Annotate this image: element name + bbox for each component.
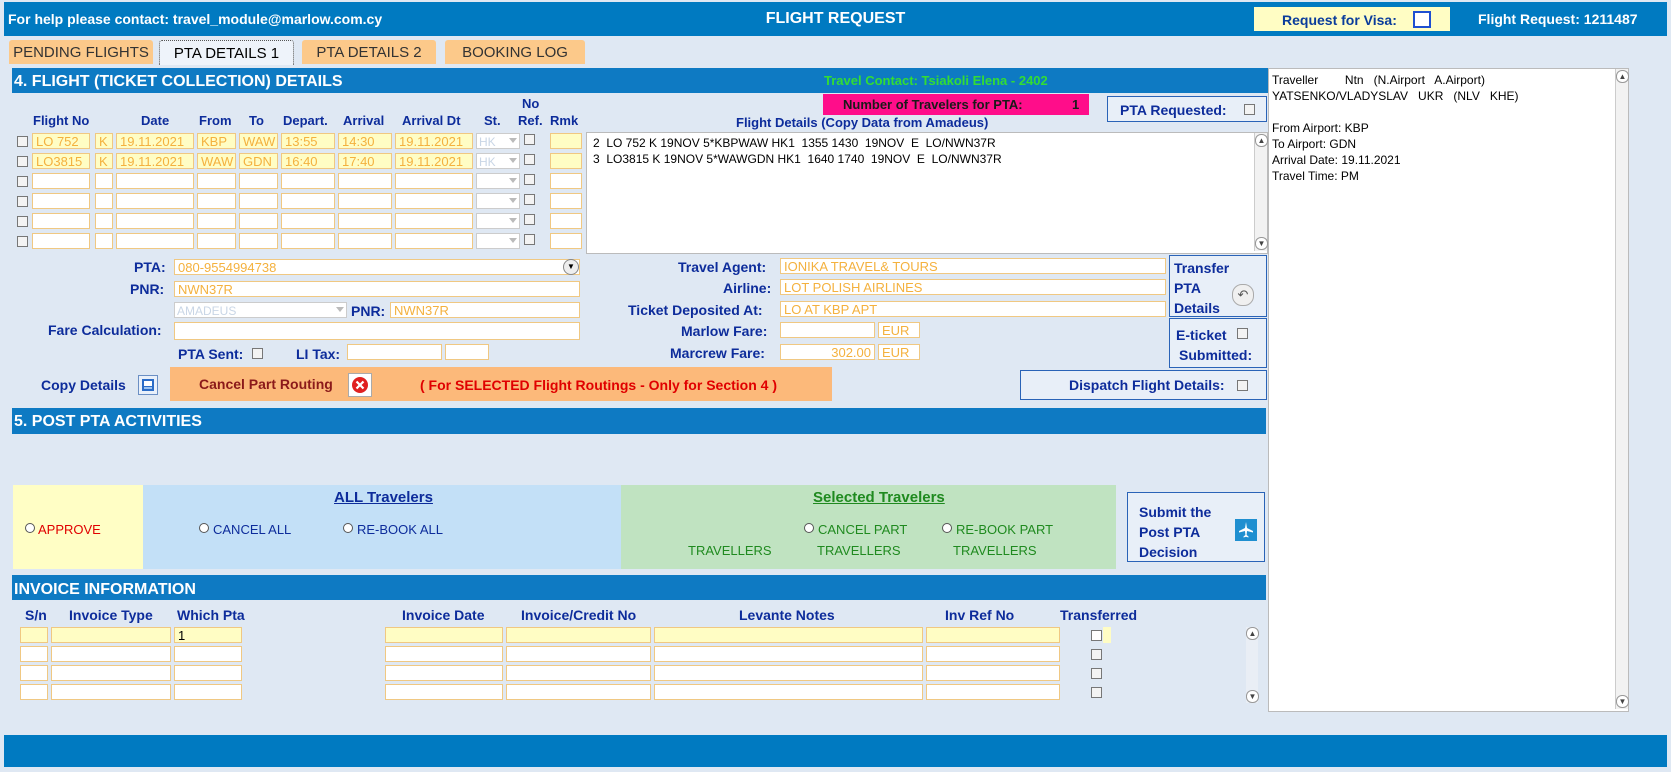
transferred-checkbox[interactable] [1091, 668, 1102, 679]
flight-arrival-dt-input[interactable] [395, 193, 473, 209]
flight-to-input[interactable] [239, 193, 278, 209]
flight-arrival-input[interactable] [338, 213, 392, 229]
col-arrival: Arrival [343, 113, 385, 128]
inv-ref-input[interactable] [926, 627, 1060, 643]
section5-title: 5. POST PTA ACTIVITIES [14, 413, 202, 430]
flight-depart-input[interactable] [281, 193, 335, 209]
col-to: To [249, 113, 264, 128]
scroll-down-icon[interactable]: ▼ [1255, 237, 1268, 250]
side-panel-scrollbar[interactable] [1615, 69, 1628, 709]
rmk-input[interactable] [550, 153, 582, 169]
flight-from-input[interactable] [197, 213, 236, 229]
col-date: Date [141, 113, 170, 128]
section4-header [12, 68, 1268, 93]
flight-details-textarea[interactable] [586, 132, 1268, 254]
page-title: FLIGHT REQUEST [765, 10, 906, 27]
inv-col-type: Invoice Type [69, 607, 153, 623]
travel-agent-input[interactable]: IONIKA TRAVEL& TOURS [780, 258, 1166, 274]
inv-credit-input[interactable] [506, 646, 651, 662]
invoice-header [12, 575, 1266, 600]
request-visa-label: Request for Visa: [1282, 12, 1397, 28]
flight-date-input[interactable] [116, 233, 194, 249]
copy-details-button[interactable] [138, 375, 158, 395]
no-ref-checkbox[interactable] [524, 154, 535, 165]
flight-row-select-checkbox[interactable] [17, 176, 28, 187]
flight-depart-input[interactable] [281, 213, 335, 229]
pta-requested-box [1107, 96, 1267, 122]
transfer-pta-button[interactable] [1232, 284, 1254, 306]
transfer-pta-label-3: Details [1174, 300, 1220, 316]
flight-depart-input[interactable] [281, 233, 335, 249]
travellers-label-2: TRAVELLERS [817, 543, 901, 558]
invoice-scroll-up-icon[interactable]: ▲ [1246, 627, 1259, 640]
li-tax-input[interactable] [347, 344, 442, 360]
selected-travelers-panel [621, 485, 1116, 569]
inv-date-input[interactable] [385, 684, 503, 700]
flight-date-input[interactable] [116, 193, 194, 209]
bottom-bar [4, 735, 1667, 767]
travel-contact [824, 73, 1048, 88]
rmk-input[interactable] [550, 233, 582, 249]
flight-row-select-checkbox[interactable] [17, 236, 28, 247]
eticket-label-1: E-ticket [1176, 327, 1227, 343]
inv-col-sn: S/n [25, 607, 47, 623]
transferred-checkbox[interactable] [1091, 630, 1102, 641]
travellers-label-3: TRAVELLERS [953, 543, 1037, 558]
flight-details-label: Flight Details (Copy Data from Amadeus) [736, 115, 989, 130]
flight-from-input[interactable] [197, 193, 236, 209]
flight-depart-input[interactable]: 16:40 [281, 153, 335, 169]
flight-arrival-dt-input[interactable] [395, 213, 473, 229]
ticket-deposited-input[interactable]: LO AT KBP APT [780, 301, 1166, 317]
dispatch-box [1020, 370, 1267, 400]
inv-col-notes: Levante Notes [739, 607, 835, 623]
pta-requested-checkbox[interactable] [1244, 104, 1255, 115]
flight-arrival-dt-input[interactable] [395, 233, 473, 249]
inv-date-input[interactable] [385, 665, 503, 681]
selected-travelers-label: Selected Travelers [813, 489, 945, 506]
copy-details-label: Copy Details [41, 377, 126, 393]
fare-calc-input[interactable] [174, 322, 580, 340]
flight-cls-input[interactable] [95, 233, 113, 249]
inv-date-input[interactable] [385, 646, 503, 662]
inv-sn-input[interactable] [20, 646, 48, 662]
flight-arrival-input[interactable] [338, 233, 392, 249]
flight-to-input[interactable] [239, 213, 278, 229]
flight-request-label: Flight Request: [1478, 11, 1580, 27]
marcrew-fare-currency[interactable]: EUR [878, 344, 920, 360]
rebook-all-radio[interactable] [343, 523, 353, 533]
flight-arrival-input[interactable] [338, 193, 392, 209]
airline-input[interactable]: LOT POLISH AIRLINES [780, 279, 1166, 295]
no-ref-checkbox[interactable] [524, 174, 535, 185]
inv-col-which-pta: Which Pta [177, 607, 245, 623]
flight-date-input[interactable]: 19.11.2021 [116, 133, 194, 149]
inv-notes-input[interactable] [654, 684, 923, 700]
traveler-info-panel[interactable] [1268, 68, 1629, 712]
marlow-fare-label: Marlow Fare: [681, 323, 768, 339]
side-travel-time: Travel Time: PM [1272, 169, 1359, 183]
flight-flight-input[interactable]: LO 752 [32, 133, 90, 149]
flight-details-scrollbar[interactable] [1254, 133, 1267, 251]
eticket-checkbox[interactable] [1237, 328, 1248, 339]
airplane-icon [1236, 520, 1256, 540]
flight-status-select[interactable] [476, 173, 520, 189]
travel-contact-value: Tsiakoli Elena - 2402 [921, 73, 1048, 88]
num-travelers-box [823, 94, 1089, 115]
ticket-deposited-label: Ticket Deposited At: [628, 302, 763, 318]
flight-request-number: 1211487 [1583, 11, 1638, 27]
transferred-highlight [1103, 627, 1111, 643]
cancel-all-radio[interactable] [199, 523, 209, 533]
inv-type-input[interactable] [51, 684, 171, 700]
inv-sn-input[interactable] [20, 684, 48, 700]
rmk-input[interactable] [550, 213, 582, 229]
flight-from-input[interactable] [197, 173, 236, 189]
side-scroll-up-icon[interactable]: ▲ [1616, 70, 1629, 83]
cancel-part-button[interactable] [348, 373, 372, 397]
flight-status-select[interactable] [476, 213, 520, 229]
flight-arrival-dt-input[interactable] [395, 173, 473, 189]
flight-from-input[interactable]: KBP [197, 133, 236, 149]
flight-from-input[interactable]: WAW [197, 153, 236, 169]
flight-details-line-2: 3 LO3815 K 19NOV 5*WAWGDN HK1 1640 1740 19NOV E LO/NWN37R [593, 152, 1002, 166]
no-ref-checkbox[interactable] [524, 194, 535, 205]
flight-status-value: HK [479, 155, 496, 169]
li-tax-label: LI Tax: [296, 346, 341, 362]
flight-request-id [1478, 11, 1638, 27]
flight-cls-input[interactable] [95, 193, 113, 209]
inv-col-date: Invoice Date [402, 607, 485, 623]
flight-status-select[interactable] [476, 153, 520, 169]
request-visa-box [1254, 7, 1450, 31]
inv-credit-input[interactable] [506, 684, 651, 700]
inv-credit-input[interactable] [506, 665, 651, 681]
inv-sn-input[interactable] [20, 627, 48, 643]
side-to-airport: To Airport: GDN [1272, 137, 1357, 151]
inv-col-ref: Inv Ref No [945, 607, 1015, 623]
no-ref-checkbox[interactable] [524, 214, 535, 225]
marcrew-fare-label: Marcrew Fare: [670, 345, 765, 361]
approve-radio[interactable] [25, 523, 35, 533]
no-ref-checkbox[interactable] [524, 134, 535, 145]
col-no: No [522, 96, 540, 111]
flight-status-select[interactable] [476, 193, 520, 209]
flight-to-input[interactable]: GDN [239, 153, 278, 169]
cancel-part-bar [170, 367, 832, 401]
flight-date-input[interactable] [116, 173, 194, 189]
inv-ref-input[interactable] [926, 684, 1060, 700]
col-ref: Ref. [518, 113, 543, 128]
invoice-scroll-down-icon[interactable]: ▼ [1246, 690, 1259, 703]
flight-row-select-checkbox[interactable] [17, 196, 28, 207]
approve-panel [13, 485, 143, 569]
flight-arrival-dt-input[interactable]: 19.11.2021 [395, 153, 473, 169]
top-bar [4, 2, 1667, 36]
inv-col-credit: Invoice/Credit No [521, 607, 637, 623]
flight-row-select-checkbox[interactable] [17, 156, 28, 167]
rebook-part-radio[interactable] [942, 523, 952, 533]
col-depart: Depart. [283, 113, 328, 128]
submit-label-1: Submit the [1139, 504, 1212, 520]
flight-flight-input[interactable] [32, 213, 90, 229]
dispatch-label: Dispatch Flight Details: [1069, 377, 1225, 393]
side-traveler: YATSENKO/VLADYSLAV UKR (NLV KHE) [1272, 89, 1519, 103]
rebook-all-label: RE-BOOK ALL [357, 522, 443, 537]
flight-cls-input[interactable] [95, 213, 113, 229]
pta-input[interactable]: 080-9554994738 [174, 259, 580, 275]
flight-arrival-dt-input[interactable]: 19.11.2021 [395, 133, 473, 149]
gds-select-value: AMADEUS [177, 304, 237, 318]
inv-sn-input[interactable] [20, 665, 48, 681]
tab-booking-log[interactable]: BOOKING LOG [445, 40, 585, 64]
transfer-pta-label-1: Transfer [1174, 260, 1230, 276]
col-st: St. [484, 113, 501, 128]
inv-which-pta-input[interactable] [174, 646, 242, 662]
transferred-checkbox[interactable] [1091, 649, 1102, 660]
rmk-input[interactable] [550, 193, 582, 209]
pta-dropdown-icon[interactable]: ▼ [563, 259, 579, 275]
rebook-part-travellers-label: RE-BOOK PART [956, 522, 1054, 537]
flight-flight-input[interactable] [32, 173, 90, 189]
fare-calc-label: Fare Calculation: [48, 322, 162, 338]
inv-which-pta-input[interactable] [174, 665, 242, 681]
flight-date-input[interactable] [116, 213, 194, 229]
gds-select[interactable] [174, 302, 347, 318]
col-from: From [199, 113, 232, 128]
invoice-scrollbar[interactable] [1246, 627, 1258, 703]
flight-row-select-checkbox[interactable] [17, 136, 28, 147]
inv-notes-input[interactable] [654, 627, 923, 643]
flight-cls-input[interactable]: K [95, 133, 113, 149]
num-travelers-label: Number of Travelers for PTA: [843, 97, 1023, 112]
submit-label-3: Decision [1139, 544, 1198, 560]
tab-pta-details-2[interactable]: PTA DETAILS 2 [302, 40, 436, 64]
all-travelers-label: ALL Travelers [334, 489, 433, 506]
pnr2-label: PNR: [351, 303, 386, 319]
inv-which-pta-input[interactable] [174, 684, 242, 700]
marlow-fare-input[interactable] [780, 322, 875, 338]
tab-pending-flights[interactable]: PENDING FLIGHTS [9, 40, 153, 64]
flight-arrival-input[interactable] [338, 173, 392, 189]
inv-type-input[interactable] [51, 627, 171, 643]
section5-header [12, 408, 1266, 434]
marcrew-fare-input[interactable]: 302.00 [780, 344, 875, 360]
flight-cls-input[interactable] [95, 173, 113, 189]
cancel-part-note: ( For SELECTED Flight Routings - Only for Section 4 ) [420, 377, 777, 393]
no-ref-checkbox[interactable] [524, 234, 535, 245]
inv-type-input[interactable] [51, 646, 171, 662]
inv-notes-input[interactable] [654, 646, 923, 662]
travel-agent-label: Travel Agent: [678, 259, 767, 275]
submit-post-pta-button[interactable] [1235, 519, 1257, 541]
pnr-label: PNR: [130, 281, 165, 297]
li-tax-input-2[interactable] [445, 344, 489, 360]
section4-title: 4. FLIGHT (TICKET COLLECTION) DETAILS [14, 73, 343, 90]
submit-label-2: Post PTA [1139, 524, 1201, 540]
pta-label: PTA: [134, 259, 166, 275]
approve-label: APPROVE [38, 522, 101, 537]
submit-post-pta-box [1127, 492, 1265, 562]
flight-flight-input[interactable] [32, 193, 90, 209]
flight-flight-input[interactable]: LO3815 [32, 153, 90, 169]
flight-from-input[interactable] [197, 233, 236, 249]
num-travelers-value: 1 [1072, 97, 1080, 112]
flight-depart-input[interactable] [281, 173, 335, 189]
transfer-pta-label-2: PTA [1174, 280, 1201, 296]
side-header: Traveller Ntn (N.Airport A.Airport) [1272, 73, 1485, 87]
help-contact-text: For help please contact: travel_module@marlow.com.cy [8, 11, 383, 27]
copy-icon [139, 376, 157, 394]
flight-to-input[interactable] [239, 173, 278, 189]
inv-ref-input[interactable] [926, 665, 1060, 681]
flight-cls-input[interactable]: K [95, 153, 113, 169]
flight-to-input[interactable] [239, 233, 278, 249]
col-arrival-dt: Arrival Dt [402, 113, 461, 128]
col-rmk: Rmk [550, 113, 579, 128]
airline-label: Airline: [723, 280, 772, 296]
side-arrival-date: Arrival Date: 19.11.2021 [1272, 153, 1401, 167]
inv-credit-input[interactable] [506, 627, 651, 643]
travellers-label-1: TRAVELLERS [688, 543, 772, 558]
transferred-checkbox[interactable] [1091, 687, 1102, 698]
flight-row-select-checkbox[interactable] [17, 216, 28, 227]
eticket-box [1169, 318, 1267, 368]
pta-sent-checkbox[interactable] [252, 348, 263, 359]
rmk-input[interactable] [550, 133, 582, 149]
pnr-input[interactable]: NWN37R [174, 281, 580, 297]
inv-date-input[interactable] [385, 627, 503, 643]
inv-type-input[interactable] [51, 665, 171, 681]
cancel-all-label: CANCEL ALL [213, 522, 292, 537]
flight-status-value: HK [479, 135, 496, 149]
flight-date-input[interactable]: 19.11.2021 [116, 153, 194, 169]
cancel-part-radio[interactable] [804, 523, 814, 533]
inv-col-transferred: Transferred [1060, 607, 1138, 623]
marlow-fare-currency[interactable]: EUR [878, 322, 920, 338]
inv-notes-input[interactable] [654, 665, 923, 681]
side-from-airport: From Airport: KBP [1272, 121, 1369, 135]
flight-status-select[interactable] [476, 233, 520, 249]
pnr2-input[interactable]: NWN37R [390, 302, 580, 318]
cancel-part-label: Cancel Part Routing [199, 376, 333, 392]
flight-arrival-input[interactable]: 14:30 [338, 133, 392, 149]
request-visa-checkbox[interactable] [1413, 11, 1431, 28]
cancel-x-icon [349, 374, 371, 396]
transfer-pta-box [1169, 255, 1267, 317]
flight-flight-input[interactable] [32, 233, 90, 249]
flight-status-select[interactable] [476, 133, 520, 149]
flight-arrival-input[interactable]: 17:40 [338, 153, 392, 169]
flight-details-line-1: 2 LO 752 K 19NOV 5*KBPWAW HK1 1355 1430 19NOV E LO/NWN37R [593, 136, 996, 150]
eticket-label-2: Submitted: [1179, 347, 1253, 363]
travel-contact-label: Travel Contact: [824, 73, 918, 88]
rmk-input[interactable] [550, 173, 582, 189]
inv-which-pta-input[interactable]: 1 [174, 627, 242, 643]
col-flight-no: Flight No [33, 113, 90, 128]
all-travelers-panel [143, 485, 621, 569]
flight-depart-input[interactable]: 13:55 [281, 133, 335, 149]
scroll-up-icon[interactable]: ▲ [1255, 134, 1268, 147]
dispatch-checkbox[interactable] [1237, 380, 1248, 391]
undo-icon: ↶ [1237, 287, 1249, 302]
flight-to-input[interactable]: WAW [239, 133, 278, 149]
tab-pta-details-1[interactable]: PTA DETAILS 1 [159, 40, 294, 65]
cancel-part-travellers-label: CANCEL PART [818, 522, 908, 537]
invoice-title: INVOICE INFORMATION [14, 581, 196, 598]
pta-sent-label: PTA Sent: [178, 346, 244, 362]
side-scroll-down-icon[interactable]: ▼ [1616, 695, 1629, 708]
pta-requested-label: PTA Requested: [1120, 102, 1227, 118]
inv-ref-input[interactable] [926, 646, 1060, 662]
